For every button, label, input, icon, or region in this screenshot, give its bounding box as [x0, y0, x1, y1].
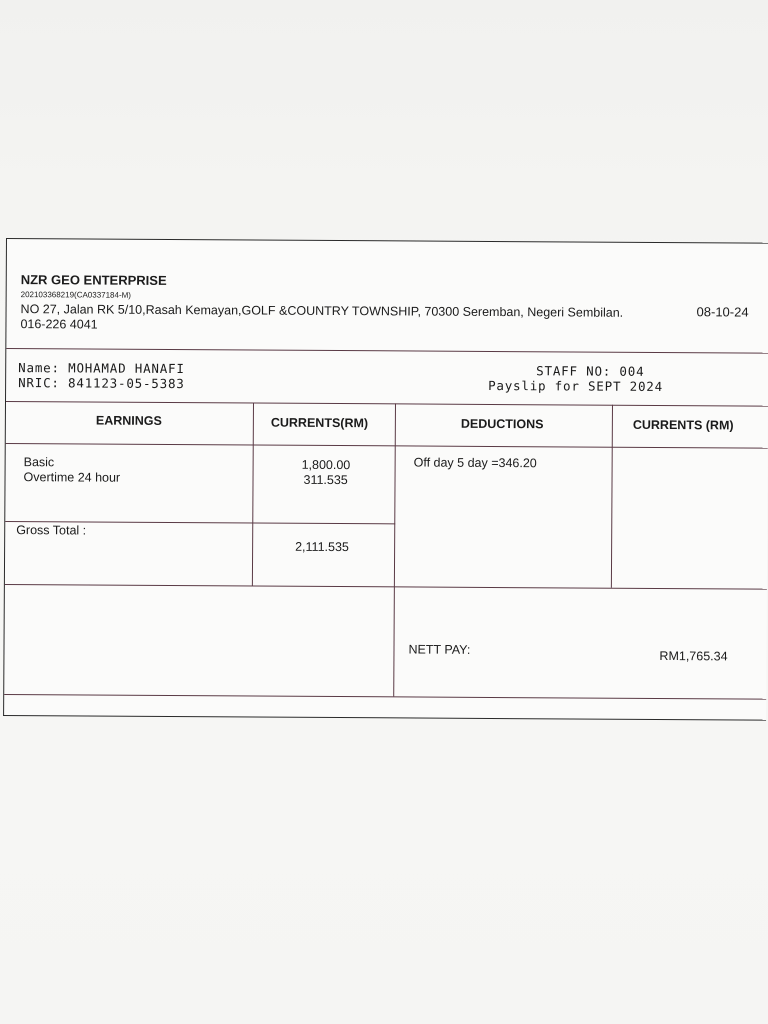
gross-total-label: Gross Total :	[16, 523, 87, 538]
staff-number: STAFF NO: 004	[536, 363, 645, 379]
company-address: NO 27, Jalan RK 5/10,Rasah Kemayan,GOLF &COUNTRY TOWNSHIP, 70300 Seremban, Negeri Sembilan.	[20, 302, 624, 320]
earning-label-basic: Basic	[23, 455, 55, 470]
gross-total-value: 2,111.535	[295, 539, 349, 555]
earning-value-overtime: 311.535	[303, 472, 348, 488]
company-name: NZR GEO ENTERPRISE	[20, 272, 167, 288]
header-divider	[6, 348, 768, 354]
earning-value-basic: 1,800.00	[301, 457, 351, 473]
column-divider-1	[252, 403, 254, 586]
payslip-date: 08-10-24	[696, 304, 749, 320]
earnings-current-header: CURRENTS(RM)	[270, 415, 369, 431]
deduction-off-day: Off day 5 day =346.20	[413, 455, 537, 471]
column-divider-3	[611, 405, 613, 588]
table-header-rule	[6, 443, 768, 449]
payslip-document	[3, 238, 768, 721]
table-mid-rule	[5, 584, 767, 590]
company-registration: 202103368219(CA0337184-M)	[20, 290, 131, 300]
deductions-current-header: CURRENTS (RM)	[632, 417, 734, 433]
nett-pay-label: NETT PAY:	[408, 642, 471, 657]
table-bottom-rule	[4, 694, 766, 700]
nett-pay-value: RM1,765.34	[659, 648, 728, 664]
employee-name: Name: MOHAMAD HANAFI	[18, 360, 185, 377]
deductions-header: DEDUCTIONS	[460, 416, 544, 432]
company-phone: 016-226 4041	[20, 317, 98, 332]
earning-label-overtime: Overtime 24 hour	[23, 470, 121, 485]
payslip-period: Payslip for SEPT 2024	[488, 377, 663, 395]
column-divider-2	[393, 403, 396, 696]
earnings-header: EARNINGS	[95, 413, 162, 428]
employee-nric: NRIC: 841123-05-5383	[18, 375, 185, 392]
table-top-rule	[6, 401, 768, 407]
